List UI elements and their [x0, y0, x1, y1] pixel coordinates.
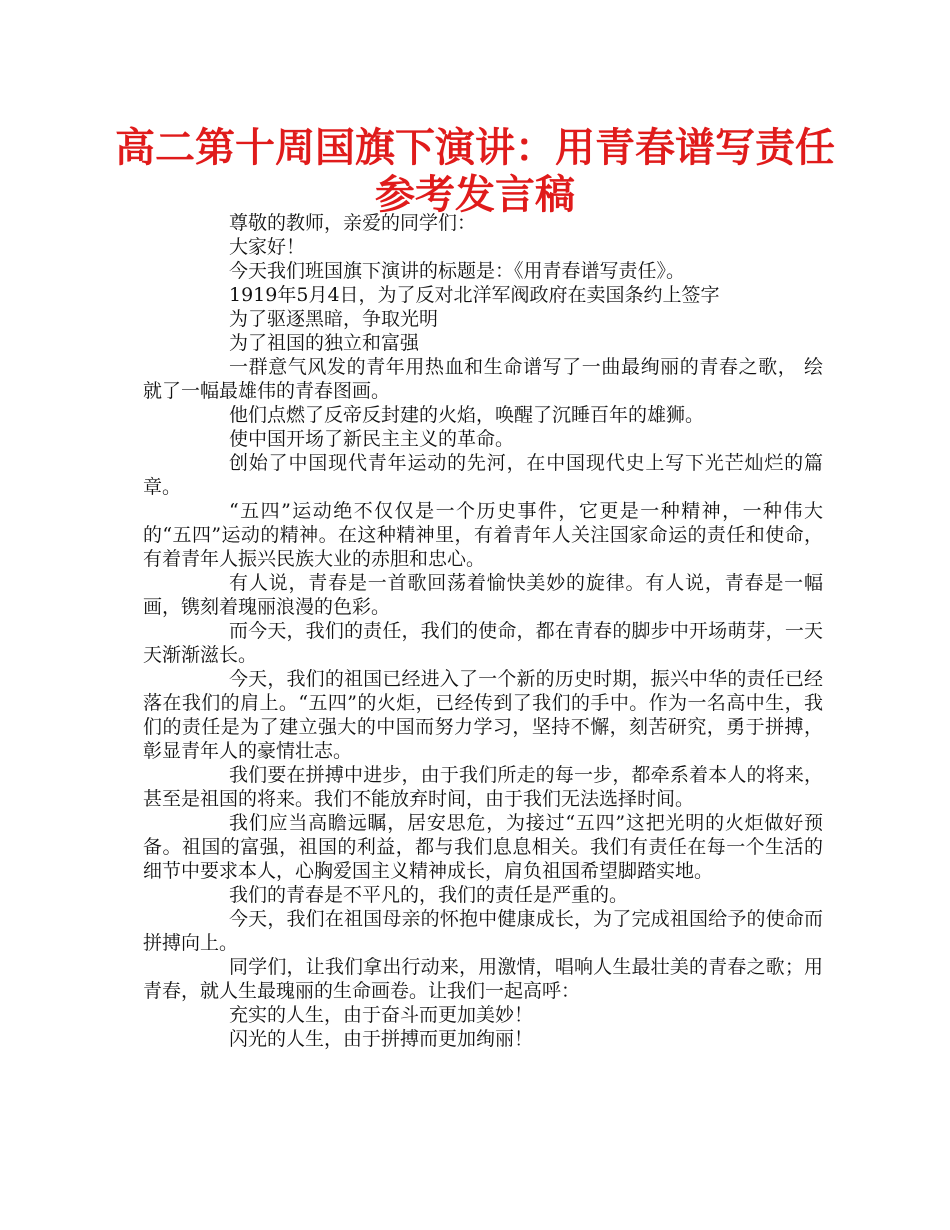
paragraph-hello: 大家好！: [229, 236, 306, 258]
paragraph: 1919年5月4日，为了反对北洋军阀政府在卖国条约上签字: [229, 284, 720, 306]
paragraph: “五四”运动绝不仅仅是一个历史事件，它更是一种精神，一种伟大的“五四”运动的精神。在这种精神里，有着青年人关注国家命运的责任和使命，有着青年人振兴民族大业的赤胆和忠心。: [143, 500, 823, 570]
speech-body: [143, 211, 823, 1051]
paragraph: 一群意气风发的青年用热血和生命谱写了一曲最绚丽的青春之歌， 绘就了一幅最雄伟的青春图画。: [143, 356, 823, 402]
paragraph: 创始了中国现代青年运动的先河，在中国现代史上写下光芒灿烂的篇章。: [143, 452, 823, 498]
paragraph: 有人说，青春是一首歌回荡着愉快美妙的旋律。有人说，青春是一幅画，镌刻着瑰丽浪漫的色彩。: [143, 572, 823, 618]
paragraph: 使中国开场了新民主主义的革命。: [229, 428, 515, 450]
paragraph: 他们点燃了反帝反封建的火焰，唤醒了沉睡百年的雄狮。: [229, 404, 705, 426]
paragraph: 而今天，我们的责任，我们的使命，都在青春的脚步中开场萌芽，一天天渐渐滋长。: [143, 620, 823, 666]
paragraph: 今天，我们的祖国已经进入了一个新的历史时期，振兴中华的责任已经落在我们的肩上。“五四”的火炬，已经传到了我们的手中。作为一名高中生，我们的责任是为了建立强大的中国而努力学习，坚持不懈，刻苦研究，勇于拼搏，彰显青年人的豪情壮志。: [143, 668, 823, 762]
paragraph: 我们要在拼搏中进步，由于我们所走的每一步，都牵系着本人的将来，甚至是祖国的将来。我们不能放弃时间，由于我们无法选择时间。: [143, 764, 823, 810]
paragraph: 我们的青春是不平凡的，我们的责任是严重的。: [229, 884, 629, 906]
paragraph-topic: 今天我们班国旗下演讲的标题是：《用青春谱写责任》。: [229, 260, 686, 282]
paragraph-closing-2: 闪光的人生，由于拼搏而更加绚丽！: [229, 1028, 534, 1050]
paragraph: 为了祖国的独立和富强: [229, 332, 420, 354]
document-title-line-2: 参考发言稿: [375, 172, 575, 218]
paragraph-closing-1: 充实的人生，由于奋斗而更加美妙！: [229, 1004, 534, 1026]
paragraph: 我们应当高瞻远瞩，居安思危，为接过“五四”这把光明的火炬做好预备。祖国的富强，祖国的利益，都与我们息息相关。我们有责任在每一个生活的细节中要求本人，心胸爱国主义精神成长，肩负祖国希望脚踏实地。: [143, 812, 823, 882]
paragraph: 同学们，让我们拿出行动来，用激情，唱响人生最壮美的青春之歌；用青春，就人生最瑰丽的生命画卷。让我们一起高呼：: [143, 956, 823, 1002]
paragraph: 为了驱逐黑暗，争取光明: [229, 308, 439, 330]
paragraph-greeting: 尊敬的教师，亲爱的同学们：: [229, 212, 477, 234]
document-title-line-1: 高二第十周国旗下演讲：用青春谱写责任: [115, 125, 835, 171]
paragraph: 今天，我们在祖国母亲的怀抱中健康成长，为了完成祖国给予的使命而拼搏向上。: [143, 908, 823, 954]
